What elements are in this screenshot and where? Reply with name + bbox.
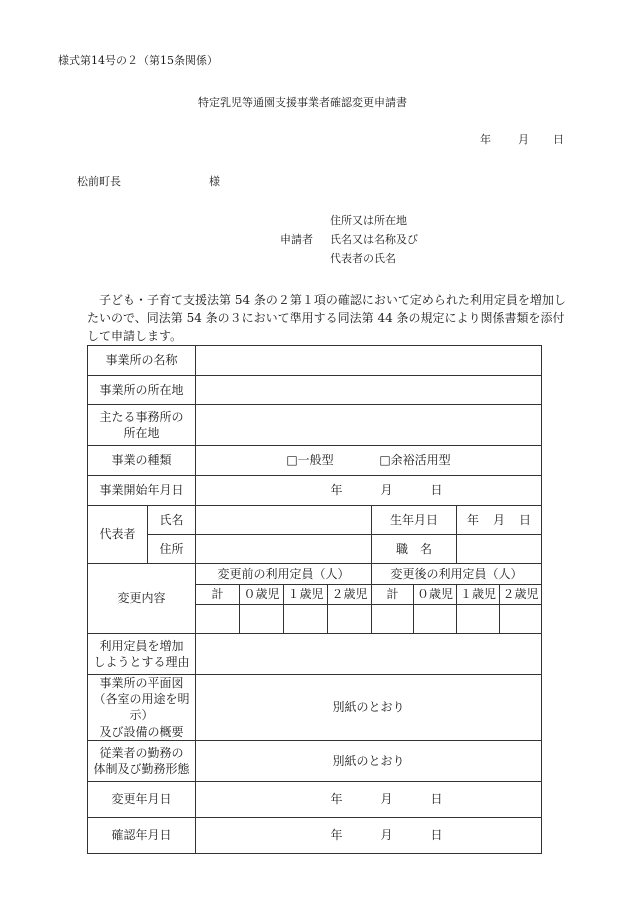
addressee-honorific: 様 [209, 175, 220, 188]
business-type-options [196, 446, 542, 476]
after-age1-field[interactable] [457, 605, 500, 634]
change-date-month: 月 [380, 792, 393, 807]
facility-name-label: 事業所の名称 [88, 346, 196, 376]
staff-label [88, 740, 196, 781]
after-age0-field[interactable] [414, 605, 457, 634]
birth-date-field[interactable] [457, 506, 542, 535]
document-title: 特定乳児等通園支援事業者確認変更申請書 [198, 96, 407, 109]
birth-year: 年 [466, 512, 479, 527]
confirm-date-label: 確認年月日 [88, 817, 196, 853]
after-col-total: 計 [372, 585, 414, 605]
main-office-label [88, 405, 196, 446]
facility-location-label: 事業所の所在地 [88, 376, 196, 405]
floor-plan-field[interactable]: 別紙のとおり [196, 675, 542, 741]
date-day-label: 日 [553, 133, 564, 146]
main-office-label-line2: 所在地 [123, 426, 160, 440]
main-office-label-line1: 主たる事務所の [99, 409, 184, 424]
position-field[interactable] [457, 535, 542, 564]
before-age2-field[interactable] [328, 605, 372, 634]
rep-address-label: 住所 [148, 535, 196, 564]
change-date-day: 日 [430, 792, 443, 807]
confirm-date-day: 日 [430, 828, 443, 843]
applicant-label: 申請者 [280, 233, 313, 246]
type-general-checkbox[interactable]: □一般型 [286, 453, 334, 468]
reason-label-line1: 利用定員を増加 [99, 638, 184, 653]
before-total-field[interactable] [196, 605, 240, 634]
staff-label-line1: 従業者の勤務の [99, 745, 184, 760]
staff-label-line2: 体制及び勤務形態 [93, 761, 190, 776]
birth-date-label: 生年月日 [372, 506, 457, 535]
form-number: 様式第14号の２（第15条関係） [58, 54, 218, 67]
representative-label: 代表者 [88, 506, 148, 564]
before-col-total: 計 [196, 585, 240, 605]
floor-plan-label [88, 675, 196, 741]
before-capacity-header: 変更前の利用定員（人） [196, 564, 372, 585]
start-date-field[interactable] [196, 476, 542, 506]
reason-label-line2: しようとする理由 [93, 655, 190, 669]
start-date-label: 事業開始年月日 [88, 476, 196, 506]
start-date-day: 日 [430, 483, 443, 498]
business-type-label: 事業の種類 [88, 446, 196, 476]
facility-location-field[interactable] [196, 376, 542, 405]
body-line-1: 子ども・子育て支援法第 54 条の２第１項の確認において定められた利用定員を増加し [99, 293, 566, 307]
application-table [87, 345, 542, 854]
addressee-name: 松前町長 [77, 175, 121, 188]
date-year-label: 年 [480, 133, 491, 146]
after-col-age2: ２歳児 [500, 585, 542, 605]
rep-name-label: 氏名 [148, 506, 196, 535]
applicant-address-label: 住所又は所在地 [330, 214, 407, 227]
main-office-field[interactable] [196, 405, 542, 446]
body-line-2: たいので、同法第 54 条の３において準用する同法第 44 条の規定により関係書類を添付 [87, 311, 565, 325]
rep-address-field[interactable] [196, 535, 372, 564]
change-date-year: 年 [330, 792, 343, 807]
reason-field[interactable] [196, 634, 542, 675]
body-line-3: して申請します。 [87, 329, 183, 343]
applicant-rep-label: 代表者の氏名 [330, 252, 396, 265]
floor-plan-label-line1: 事業所の平面図 [99, 676, 184, 690]
before-age0-field[interactable] [240, 605, 284, 634]
start-date-year: 年 [330, 483, 343, 498]
after-col-age1: １歳児 [457, 585, 500, 605]
change-date-label: 変更年月日 [88, 781, 196, 817]
date-month-label: 月 [518, 133, 529, 146]
facility-name-field[interactable] [196, 346, 542, 376]
after-age2-field[interactable] [500, 605, 542, 634]
start-date-month: 月 [380, 483, 393, 498]
before-col-age2: ２歳児 [328, 585, 372, 605]
position-label: 職 名 [372, 535, 457, 564]
change-date-field[interactable] [196, 781, 542, 817]
reason-label [88, 634, 196, 675]
confirm-date-field[interactable] [196, 817, 542, 853]
before-col-age0: ０歳児 [240, 585, 284, 605]
staff-field[interactable]: 別紙のとおり [196, 740, 542, 781]
birth-month: 月 [493, 512, 506, 527]
before-col-age1: １歳児 [284, 585, 328, 605]
confirm-date-year: 年 [330, 828, 343, 843]
applicant-name-label: 氏名又は名称及び [330, 233, 418, 246]
rep-name-field[interactable] [196, 506, 372, 535]
type-surplus-checkbox[interactable]: □余裕活用型 [379, 453, 451, 468]
after-capacity-header: 変更後の利用定員（人） [372, 564, 542, 585]
confirm-date-month: 月 [380, 828, 393, 843]
floor-plan-label-line2: （各室の用途を明示） [93, 692, 190, 723]
before-age1-field[interactable] [284, 605, 328, 634]
floor-plan-label-line3: 及び設備の概要 [99, 724, 184, 739]
after-total-field[interactable] [372, 605, 414, 634]
change-content-label: 変更内容 [88, 564, 196, 634]
birth-day: 日 [519, 512, 532, 527]
after-col-age0: ０歳児 [414, 585, 457, 605]
